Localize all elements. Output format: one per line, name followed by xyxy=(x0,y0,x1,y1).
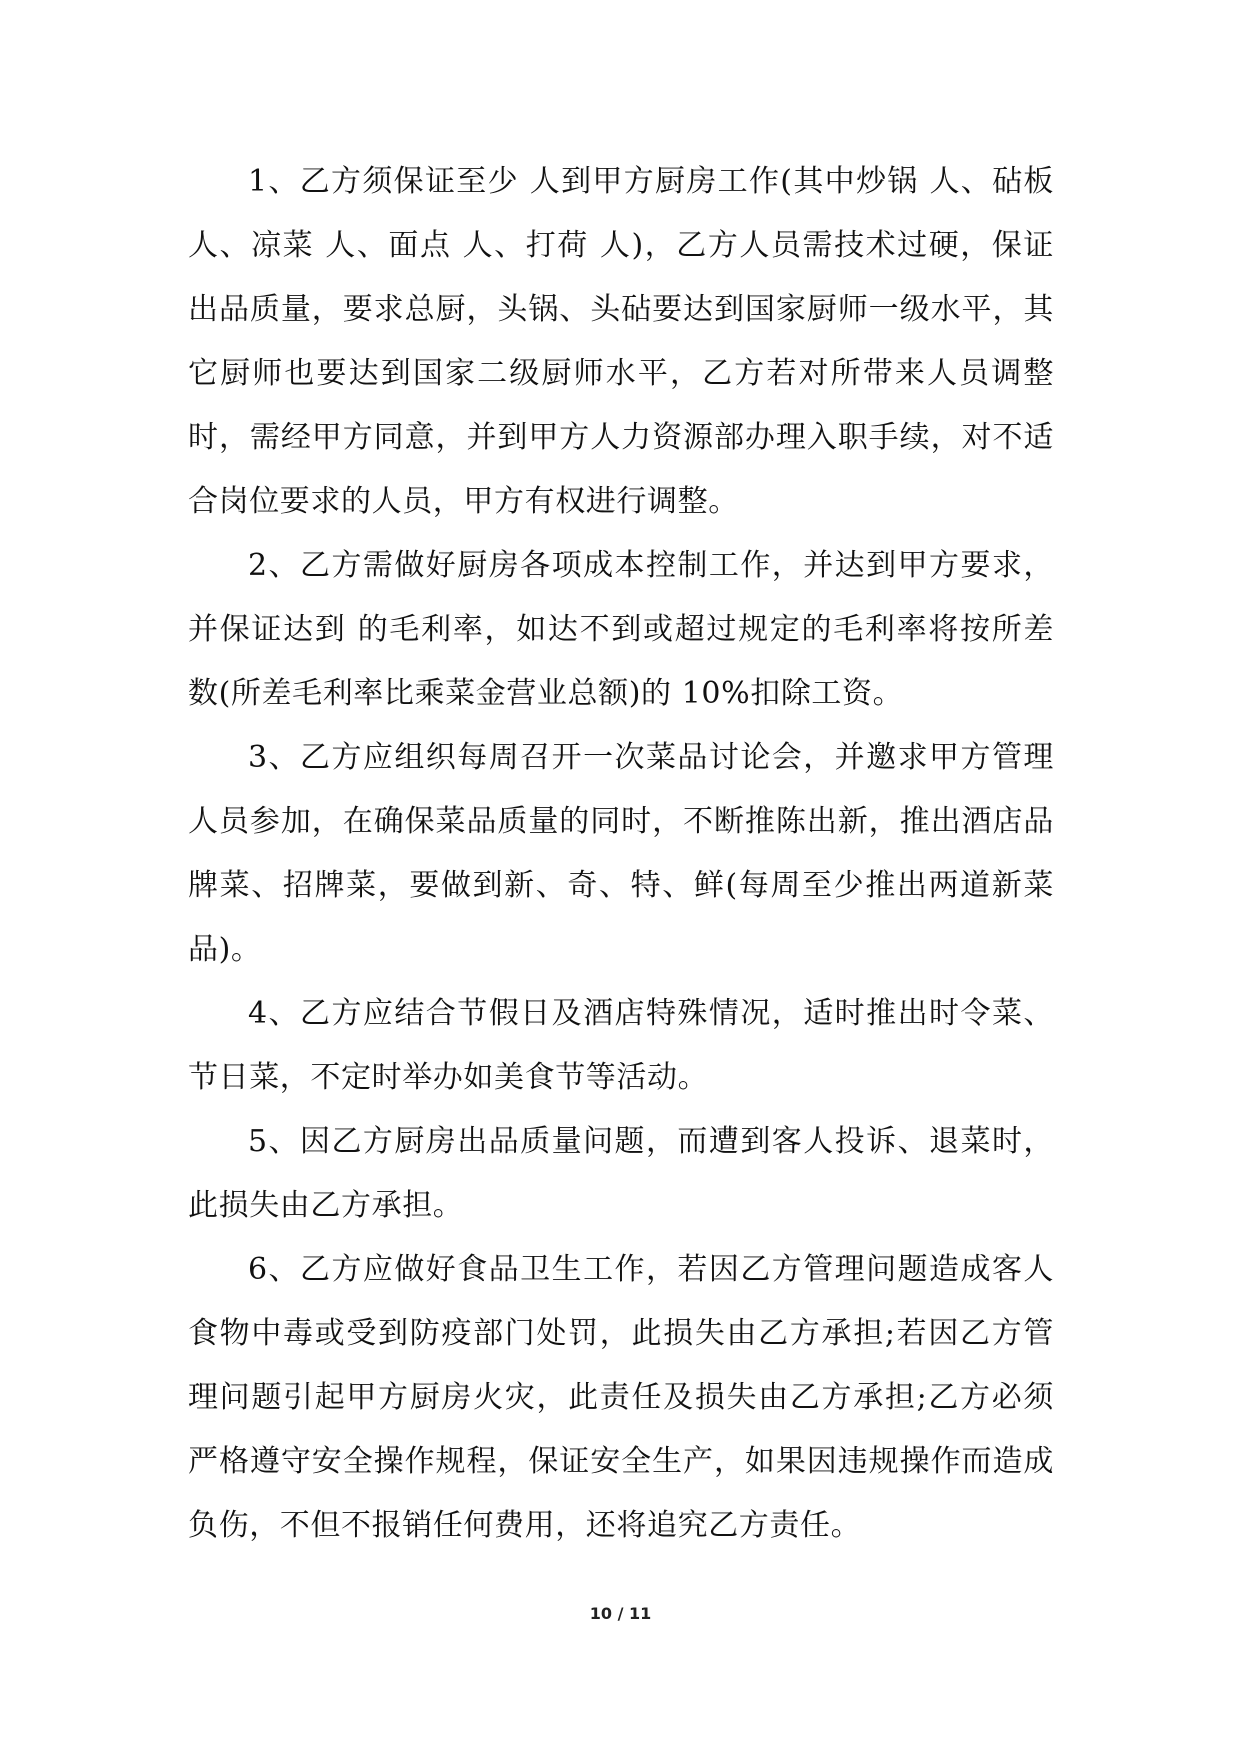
page-number: 10 / 11 xyxy=(589,1604,652,1623)
paragraph-2: 2、乙方需做好厨房各项成本控制工作，并达到甲方要求，并保证达到 的毛利率，如达不到或超过规定的毛利率将按所差数(所差毛利率比乘菜金营业总额)的 10%扣除工资。 xyxy=(188,548,1054,711)
paragraph-6: 6、乙方应做好食品卫生工作，若因乙方管理问题造成客人食物中毒或受到防疫部门处罚，此损失由乙方承担;若因乙方管理问题引起甲方厨房火灾，此责任及损失由乙方承担;乙方必须严格遵守安全操作规程，保证安全生产，如果因违规操作而造成负伤，不但不报销任何费用，还将追究乙方责任。 xyxy=(188,1252,1054,1543)
paragraph-3: 3、乙方应组织每周召开一次菜品讨论会，并邀求甲方管理人员参加，在确保菜品质量的同时，不断推陈出新，推出酒店品牌菜、招牌菜，要做到新、奇、特、鲜(每周至少推出两道新菜品)。 xyxy=(188,740,1054,967)
document-body xyxy=(188,150,1054,1558)
paragraph-4: 4、乙方应结合节假日及酒店特殊情况，适时推出时令菜、节日菜，不定时举办如美食节等活动。 xyxy=(188,996,1054,1095)
paragraph-1: 1、乙方须保证至少 人到甲方厨房工作(其中炒锅 人、砧板 人、凉菜 人、面点 人、打荷 人)，乙方人员需技术过硬，保证出品质量，要求总厨，头锅、头砧要达到国家厨师一级水平，其它厨师也要达到国家二级厨师水平，乙方若对所带来人员调整时，需经甲方同意，并到甲方人力资源部办理入职手续，对不适合岗位要求的人员，甲方有权进行调整。 xyxy=(188,164,1054,519)
paragraph-5: 5、因乙方厨房出品质量问题，而遭到客人投诉、退菜时，此损失由乙方承担。 xyxy=(188,1124,1054,1223)
